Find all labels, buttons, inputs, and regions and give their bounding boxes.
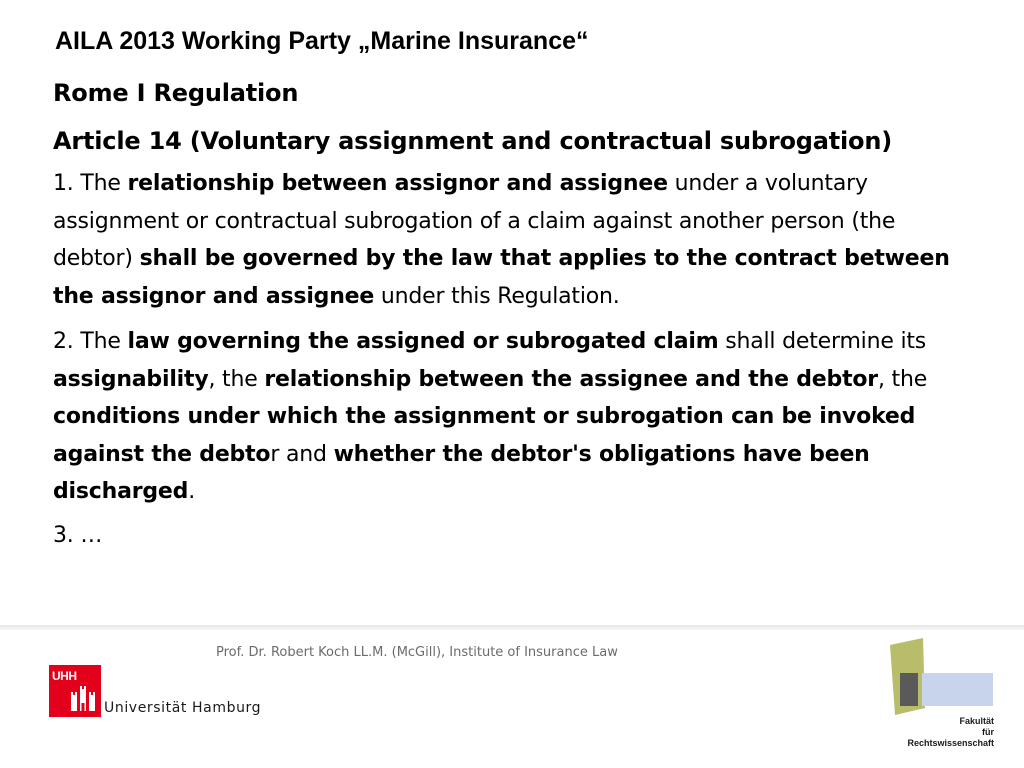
paragraph-2-emphasis: whether the debtor's obligations have been discharged bbox=[53, 441, 870, 504]
faculty-name bbox=[907, 716, 994, 749]
faculty-logo-gray-shape bbox=[900, 673, 918, 706]
paragraph-1 bbox=[53, 165, 953, 315]
faculty-name-line: Fakultät bbox=[959, 716, 994, 726]
section-heading: Rome I Regulation bbox=[53, 79, 299, 107]
paragraph-1-emphasis: relationship between assignor and assignee bbox=[127, 171, 668, 196]
university-name: Universität Hamburg bbox=[104, 700, 262, 716]
paragraph-2-text: . bbox=[188, 479, 195, 504]
paragraph-2-emphasis: conditions under which the assignment or subrogation can be invoked against the debto bbox=[53, 404, 916, 467]
paragraph-3: 3. … bbox=[53, 522, 103, 548]
slide-title: AILA 2013 Working Party „Marine Insurance“ bbox=[55, 27, 589, 55]
faculty-name-line: für bbox=[982, 727, 994, 737]
slide-content bbox=[53, 73, 953, 554]
paragraph-1-text: 1. The bbox=[53, 171, 128, 196]
footer-divider bbox=[0, 625, 1024, 630]
paragraph-2-text: r and bbox=[270, 441, 334, 467]
faculty-name-line: Rechtswissenschaft bbox=[907, 738, 994, 748]
faculty-logo-blue-shape bbox=[922, 673, 993, 706]
paragraph-2-emphasis: assignability bbox=[53, 366, 209, 392]
paragraph-2-text: , the bbox=[877, 366, 928, 392]
paragraph-1-emphasis: shall be governed by the law that applies to the contract between the assignor and assignee bbox=[53, 246, 950, 309]
footer-author: Prof. Dr. Robert Koch LL.M. (McGill), Institute of Insurance Law bbox=[216, 645, 618, 660]
paragraph-1-text: under this Regulation. bbox=[374, 283, 620, 309]
paragraph-2-text: shall determine its bbox=[718, 329, 927, 354]
article-heading: Article 14 (Voluntary assignment and contractual subrogation) bbox=[53, 127, 893, 155]
paragraph-2-text: 2. The bbox=[53, 329, 128, 354]
paragraph-2 bbox=[53, 323, 953, 511]
university-logo bbox=[49, 665, 101, 717]
university-logo-text: UHH bbox=[52, 669, 77, 683]
paragraph-2-text: , the bbox=[208, 366, 265, 392]
paragraph-2-emphasis: relationship between the assignee and the debtor bbox=[264, 366, 878, 392]
faculty-logo bbox=[876, 636, 1000, 718]
paragraph-1-text: under a voluntary assignment or contractual subrogation of a claim against another person (the debtor) bbox=[53, 171, 896, 271]
castle-icon bbox=[69, 685, 97, 713]
paragraph-2-emphasis: law governing the assigned or subrogated claim bbox=[127, 329, 719, 354]
